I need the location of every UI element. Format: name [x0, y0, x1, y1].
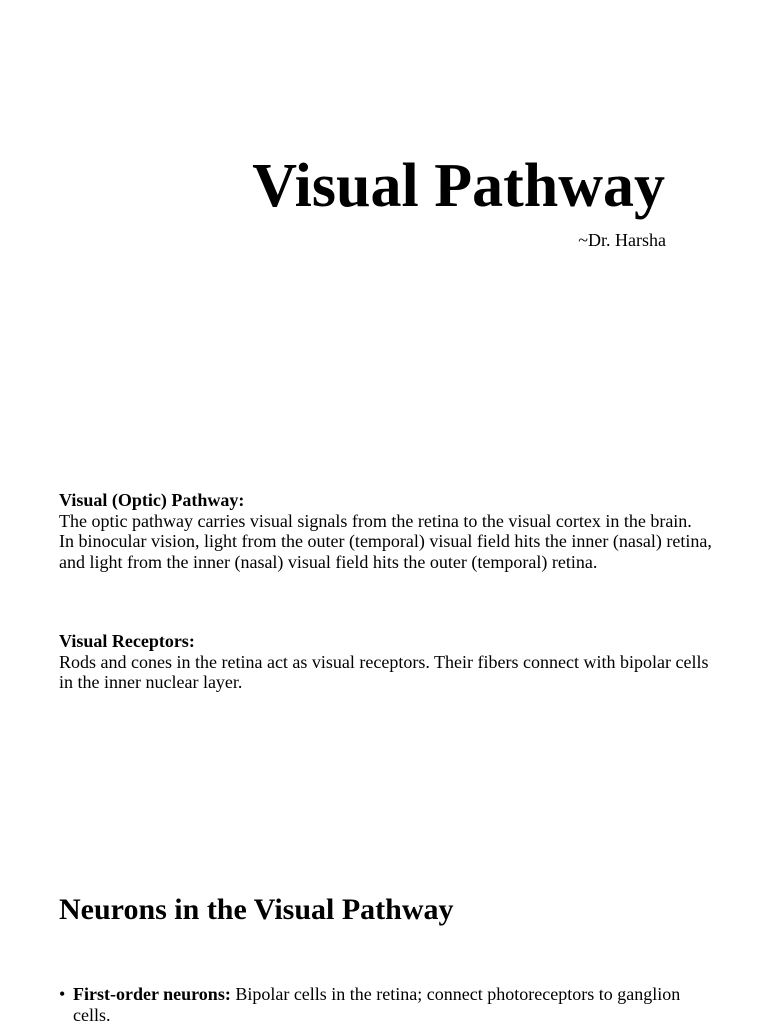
- list-item-term: First-order neurons:: [73, 984, 231, 1004]
- section-heading: Visual Receptors:: [59, 631, 195, 651]
- neurons-list: [59, 984, 699, 1025]
- list-item: [59, 984, 699, 1025]
- section-visual-receptors: [59, 631, 719, 693]
- section-paragraph: In binocular vision, light from the outer (temporal) visual field hits the inner (nasal) retina, and light from the inner (nasal) visual field hits the outer (temporal) retina.: [59, 531, 712, 573]
- section-paragraph: Rods and cones in the retina act as visual receptors. Their fibers connect with bipolar cells in the inner nuclear layer.: [59, 651, 709, 693]
- bullet-icon: •: [59, 984, 66, 1004]
- section-paragraph: The optic pathway carries visual signals from the retina to the visual cortex in the brain.: [59, 510, 692, 531]
- section-visual-optic-pathway: [59, 490, 719, 573]
- page-title: Visual Pathway: [252, 152, 665, 220]
- neurons-heading: Neurons in the Visual Pathway: [59, 893, 454, 926]
- list-item-text: Bipolar cells in the retina; connect photoreceptors to ganglion cells.: [73, 984, 681, 1025]
- author-line: ~Dr. Harsha: [578, 230, 666, 250]
- section-heading: Visual (Optic) Pathway:: [59, 490, 245, 510]
